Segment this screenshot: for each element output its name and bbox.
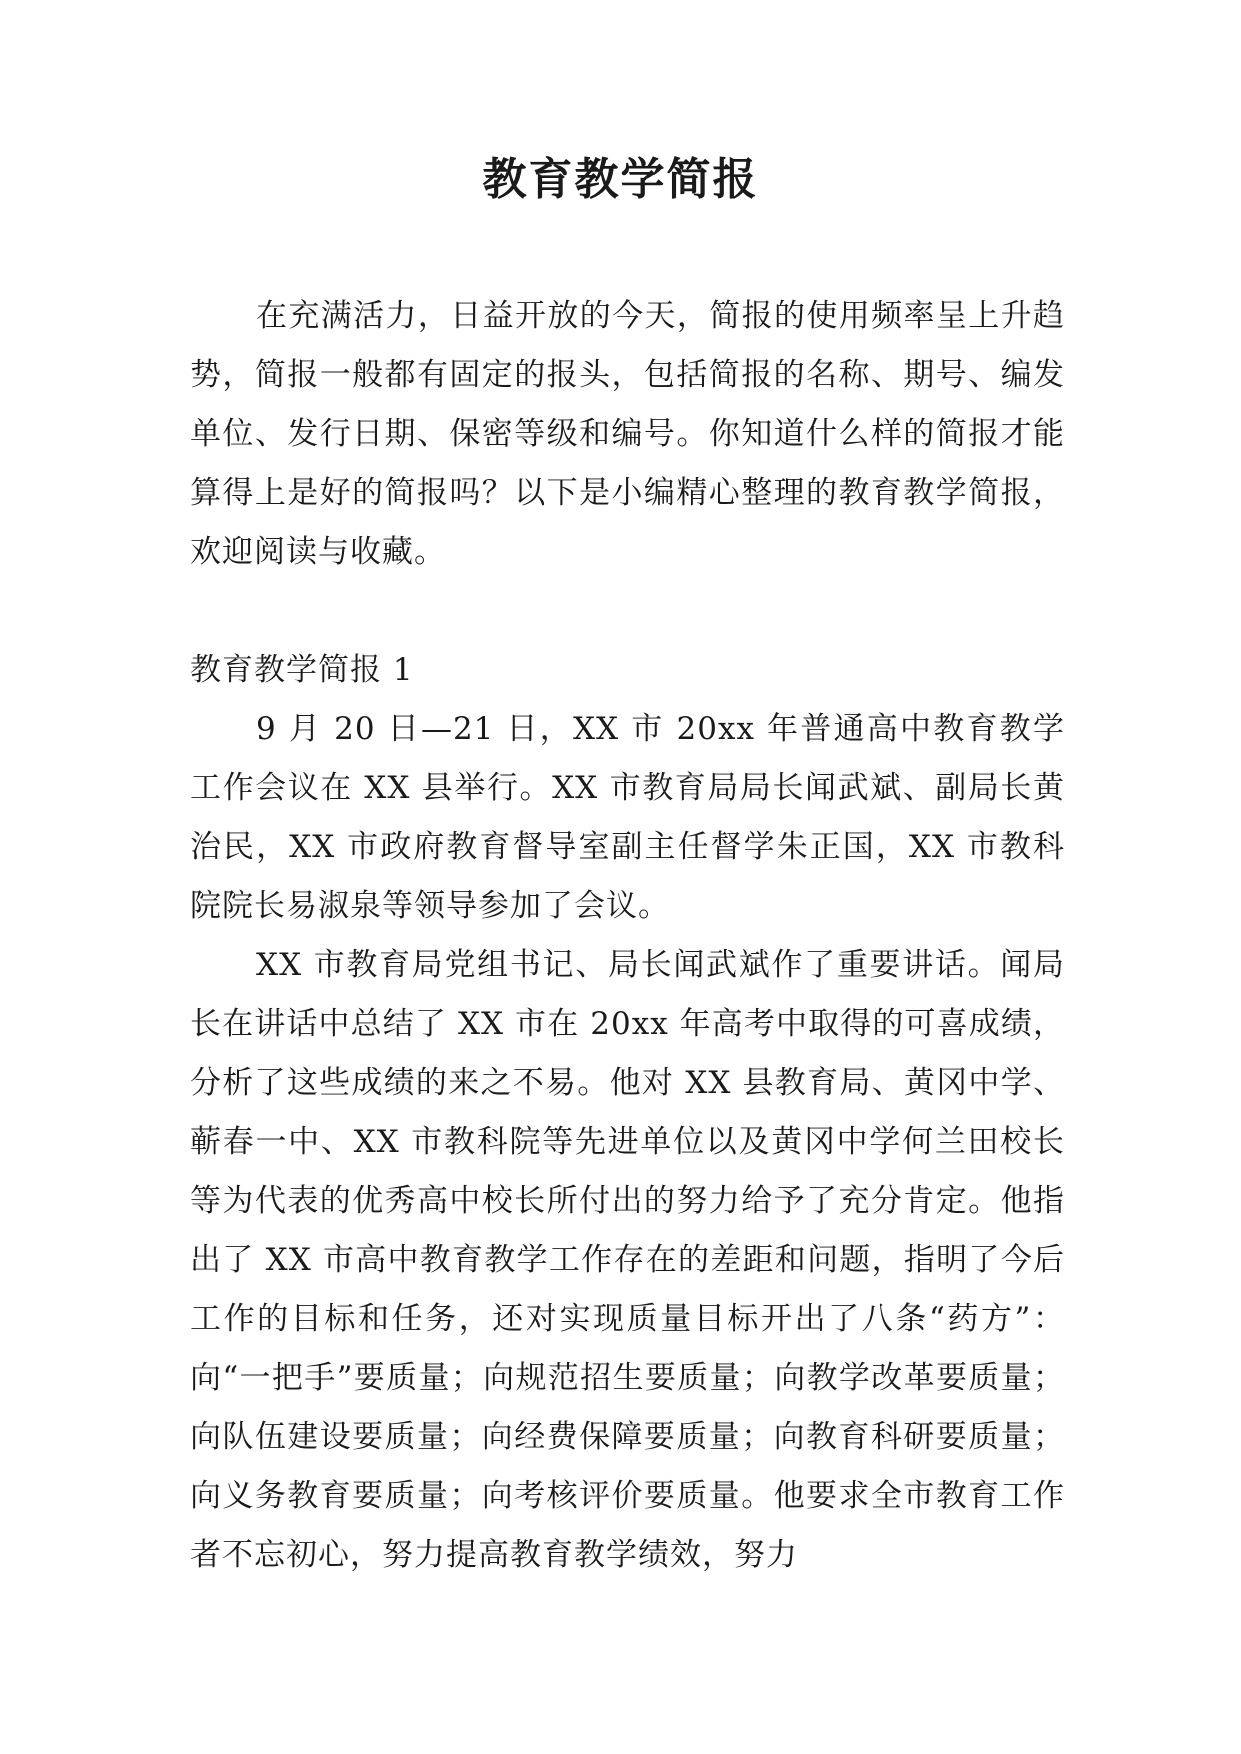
- body-paragraph-1: 9 月 20 日—21 日，XX 市 20xx 年普通高中教育教学工作会议在 XX 县举行。XX 市教育局局长闻武斌、副局长黄治民，XX 市政府教育督导室副主任督学朱正国，XX 市教科院院长易淑泉等领导参加了会议。: [190, 711, 1065, 924]
- document-title: 教育教学简报: [482, 154, 759, 205]
- section-heading: 教育教学简报 1: [190, 652, 414, 688]
- body-paragraph-2: XX 市教育局党组书记、局长闻武斌作了重要讲话。闻局长在讲话中总结了 XX 市在 20xx 年高考中取得的可喜成绩，分析了这些成绩的来之不易。他对 XX 县教育局、黄冈中学、蕲春一中、XX 市教科院等先进单位以及黄冈中学何兰田校长等为代表的优秀高中校长所付出的努力给予了充分肯定。他指出了 XX 市高中教育教学工作存在的差距和问题，指明了今后工作的目标和任务，还对实现质量目标开出了八条“药方”：向“一把手”要质量；向规范招生要质量；向教学改革要质量；向队伍建设要质量；向经费保障要质量；向教育科研要质量；向义务教育要质量；向考核评价要质量。他要求全市教育工作者不忘初心，努力提高教育教学绩效，努力: [190, 947, 1065, 1573]
- intro-paragraph: 在充满活力，日益开放的今天，简报的使用频率呈上升趋势，简报一般都有固定的报头，包括简报的名称、期号、编发单位、发行日期、保密等级和编号。你知道什么样的简报才能算得上是好的简报吗？以下是小编精心整理的教育教学简报，欢迎阅读与收藏。: [190, 298, 1065, 570]
